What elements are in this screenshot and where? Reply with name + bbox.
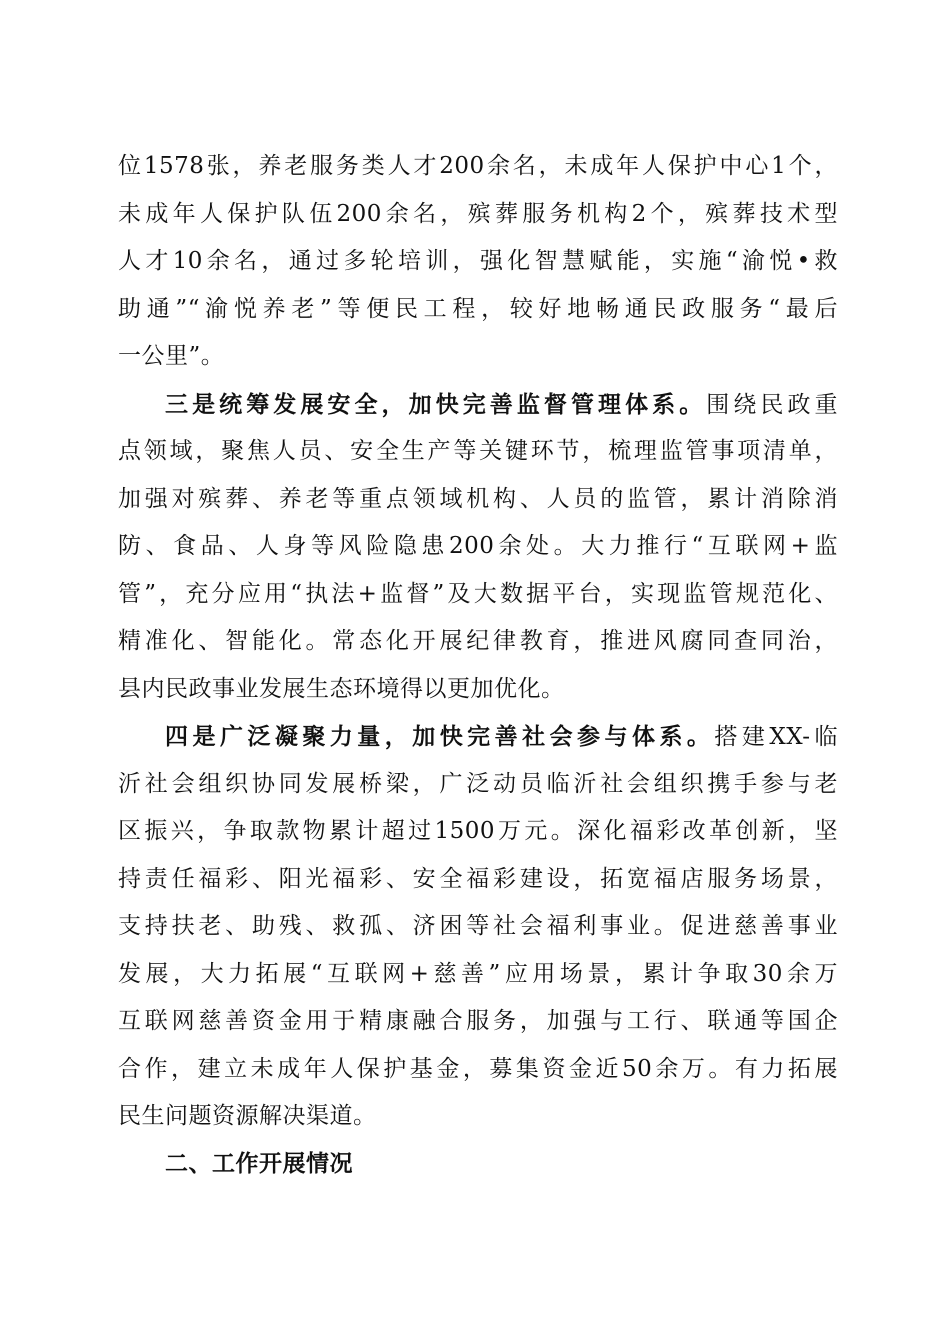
paragraph-social-participation xyxy=(118,713,838,1141)
text-line: 防、食品、人身等风险隐患200余处。大力推行“互联网+监 xyxy=(118,533,838,559)
text-line: 发展，大力拓展“互联网+慈善”应用场景，累计争取30余万 xyxy=(118,960,838,987)
text-line: 一公里”。 xyxy=(118,343,225,369)
text-line: 县内民政事业发展生态环境得以更加优化。 xyxy=(118,675,565,702)
text-line xyxy=(118,381,838,429)
text-line: 管”，充分应用“执法+监督”及大数据平台，实现监管规范化、 xyxy=(118,580,838,607)
text-line: 互联网慈善资金用于精康融合服务，加强与工行、联通等国企 xyxy=(118,1008,838,1034)
text-line: 位1578张，养老服务类人才200余名，未成年人保护中心1个， xyxy=(118,153,838,179)
paragraph-lead: 三是统筹发展安全，加快完善监督管理体系。 xyxy=(165,390,707,418)
paragraph-continuation xyxy=(118,143,838,381)
paragraph-supervision xyxy=(118,381,838,714)
text-line: 未成年人保护队伍200余名，殡葬服务机构2个，殡葬技术型 xyxy=(118,200,838,227)
paragraph-text: 围绕民政重 xyxy=(706,391,838,418)
text-line: 精准化、智能化。常态化开展纪律教育，推进风腐同查同治， xyxy=(118,628,838,654)
text-line: 合作，建立未成年人保护基金，募集资金近50余万。有力拓展 xyxy=(118,1055,838,1082)
section-heading: 二、工作开展情况 xyxy=(165,1150,353,1177)
text-line xyxy=(118,713,838,761)
text-line: 区振兴，争取款物累计超过1500万元。深化福彩改革创新，坚 xyxy=(118,818,838,844)
text-line: 人才10余名，通过多轮培训，强化智慧赋能，实施“渝悦•救 xyxy=(118,248,838,274)
document-body xyxy=(118,143,838,1188)
text-line: 支持扶老、助残、救孤、济困等社会福利事业。促进慈善事业 xyxy=(118,913,838,939)
paragraph-lead: 四是广泛凝聚力量，加快完善社会参与体系。 xyxy=(165,723,715,750)
text-line: 持责任福彩、阳光福彩、安全福彩建设，拓宽福店服务场景， xyxy=(118,865,838,892)
text-line: 沂社会组织协同发展桥梁，广泛动员临沂社会组织携手参与老 xyxy=(118,770,838,797)
text-line: 点领域，聚焦人员、安全生产等关键环节，梳理监管事项清单， xyxy=(118,438,838,464)
paragraph-text: 搭建XX-临 xyxy=(714,724,838,750)
text-line: 民生问题资源解决渠道。 xyxy=(118,1103,377,1129)
text-line: 助通”“渝悦养老”等便民工程，较好地畅通民政服务“最后 xyxy=(118,295,838,322)
text-line: 加强对殡葬、养老等重点领域机构、人员的监管，累计消除消 xyxy=(118,485,838,512)
